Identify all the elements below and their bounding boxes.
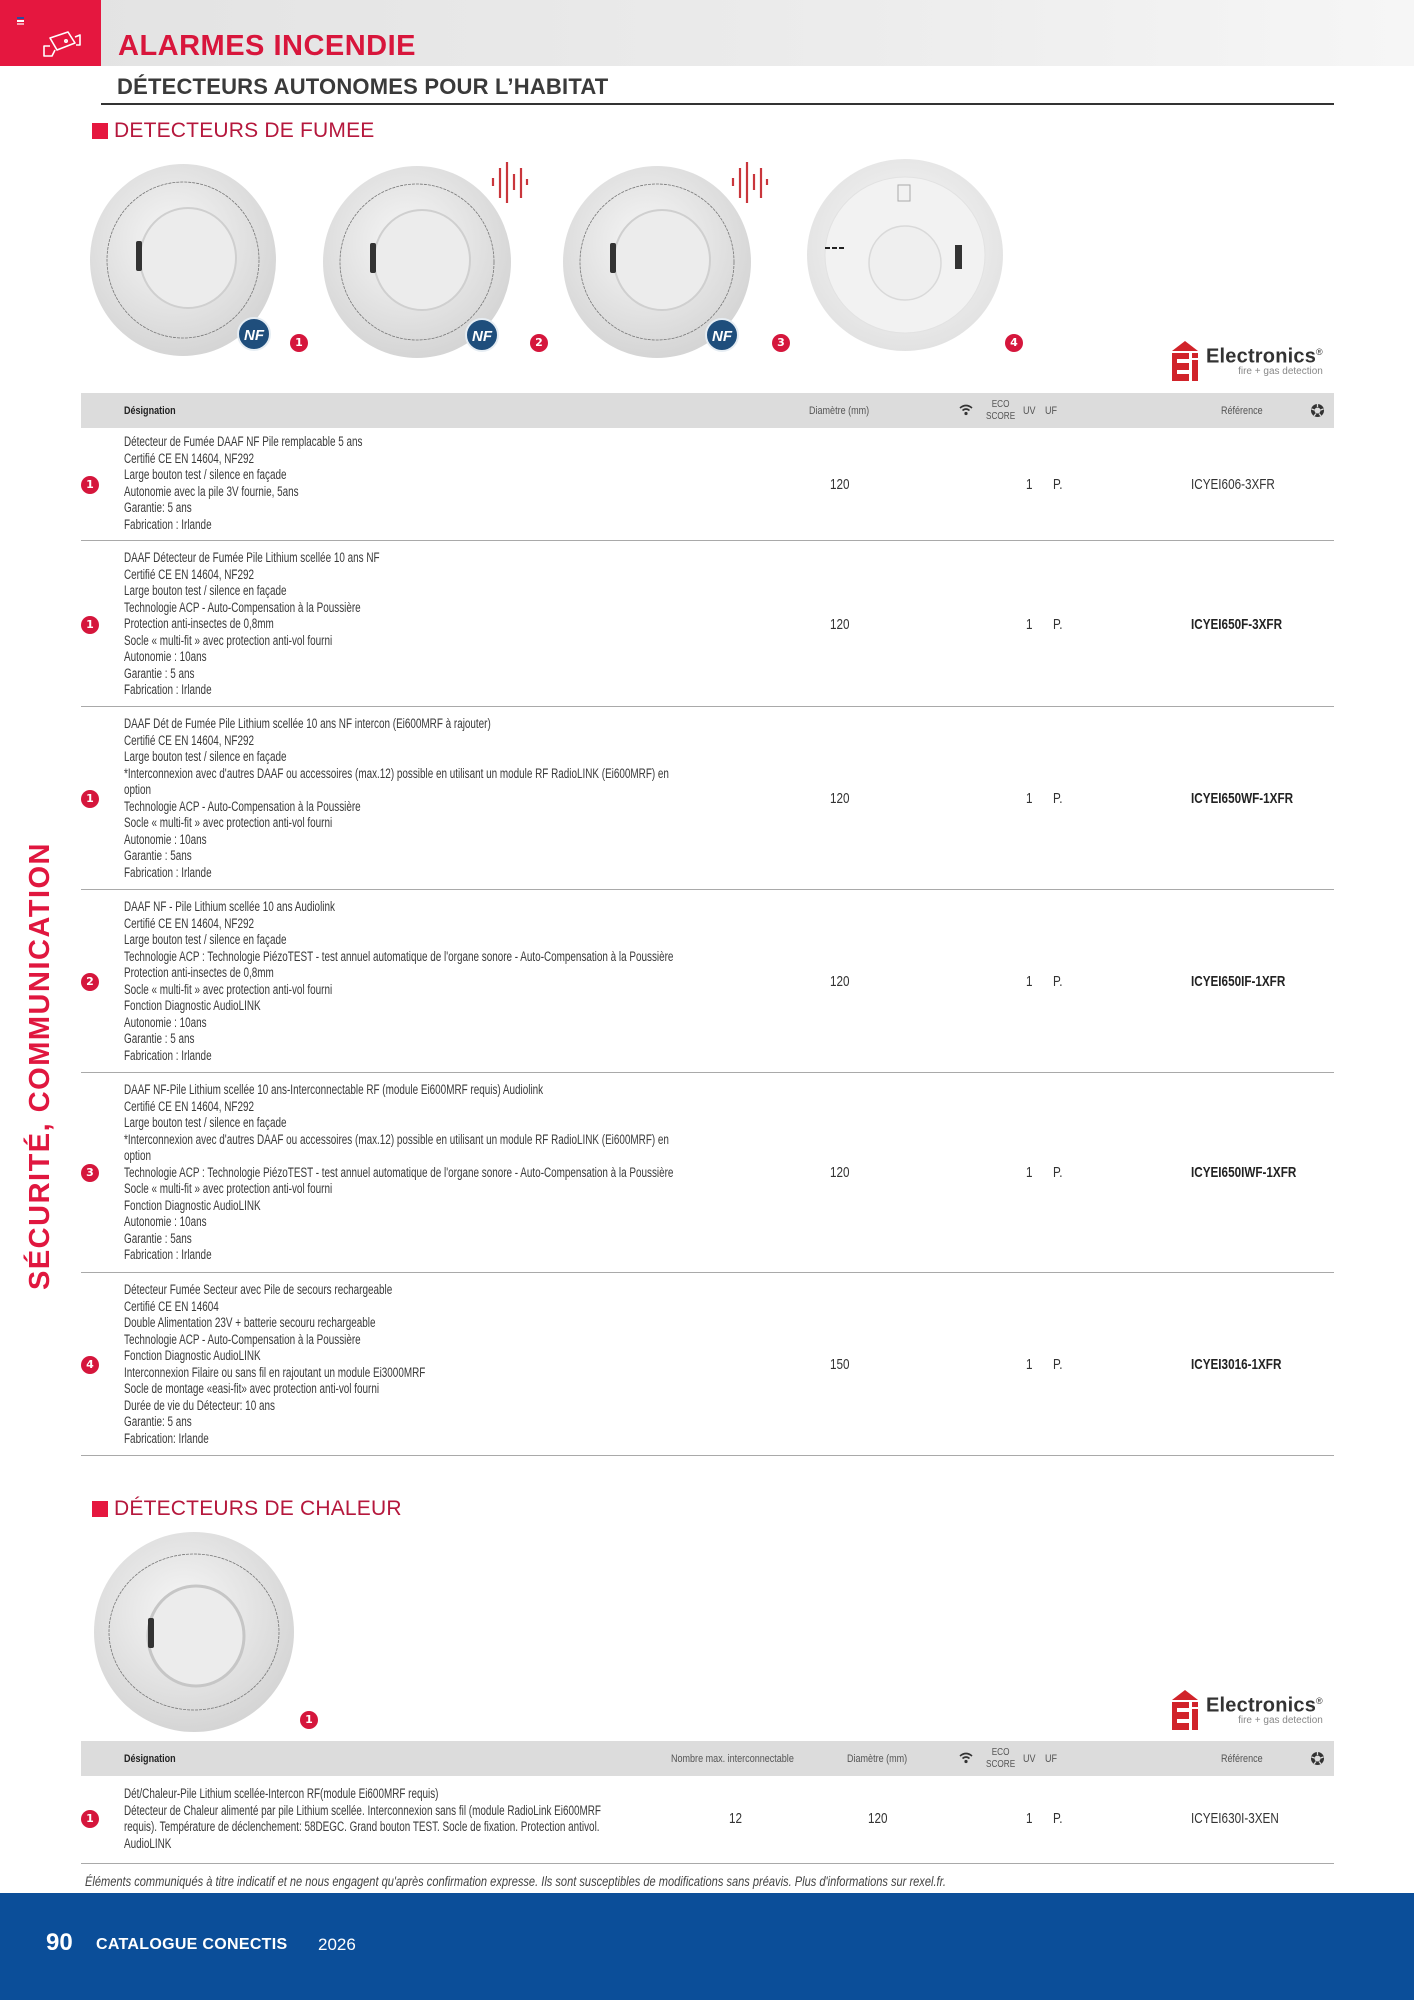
brand-logo <box>1170 1688 1323 1730</box>
catalog-name: CATALOGUE CONECTIS <box>96 1936 288 1953</box>
audio-wave-icon <box>490 160 530 205</box>
section-title-heat <box>92 1497 402 1521</box>
product-badge: 3 <box>772 334 790 352</box>
row-designation: DAAF NF - Pile Lithium scellée 10 ans Audiolink Certifié CE EN 14604, NF292 Large bouton test / silence en façade Technologie ACP : Technologie PiézoTEST - test annuel automatique de l'organe sonore - Auto-Compensation à la Poussière Protection anti-insectes de 0,8mm Socle « multi-fit » avec protection anti-vol fourni Fonction Diagnostic AudioLINK Autonomie : 10ans Garantie : 5 ans Fabrication : Irlande <box>124 899 674 1063</box>
row-uv: 1 <box>1026 1356 1033 1373</box>
col-uv: UV <box>1023 404 1036 417</box>
row-designation: DAAF Dét de Fumée Pile Lithium scellée 10 ans NF intercon (Ei600MRF à rajouter) Certifié CE EN 14604, NF292 Large bouton test / silence en façade *Interconnexion avec d'autres DAAF ou accessoires (max.12) possible en utilisant un module RF RadioLINK (Ei600MRF) en option Technologie ACP - Auto-Compensation à la Poussière Socle « multi-fit » avec protection anti-vol fourni Autonomie : 10ans Garantie : 5ans Fabrication : Irlande <box>124 716 669 880</box>
row-max-interconnectable: 12 <box>729 1810 743 1827</box>
section-title-text: DETECTEURS DE FUMEE <box>114 119 375 142</box>
row-reference[interactable]: ICYEI650WF-1XFR <box>1191 790 1294 807</box>
page-number: 90 <box>46 1929 73 1956</box>
col-uf: UF <box>1045 404 1058 417</box>
product-badge: 4 <box>81 1356 99 1374</box>
catalog-year: 2026 <box>318 1935 356 1954</box>
col-uv: UV <box>1023 1752 1036 1765</box>
section-bullet-icon <box>92 1501 108 1517</box>
product-badge: 2 <box>530 334 548 352</box>
row-designation: Détecteur de Fumée DAAF NF Pile remplacable 5 ans Certifié CE EN 14604, NF292 Large bouton test / silence en façade Autonomie avec la pile 3V fournie, 5ans Garantie: 5 ans Fabrication : Irlande <box>124 434 363 532</box>
nf-certification-icon: NF <box>465 318 499 352</box>
col-eco-score: ECO SCORE <box>986 398 1016 422</box>
table-row <box>81 708 1334 890</box>
product-image-heat-1 <box>92 1530 296 1735</box>
category-tab <box>0 0 101 66</box>
row-uv: 1 <box>1026 1164 1033 1181</box>
table-row <box>81 891 1334 1073</box>
wifi-icon <box>959 404 973 416</box>
row-designation: Dét/Chaleur-Pile Lithium scellée-Intercon RF(module Ei600MRF requis) Détecteur de Chaleur alimenté par pile Lithium scellée. Interconnexion sans fil (module RadioLink Ei600MRF requis). Température de déclenchement: 58DEGC. Grand bouton TEST. Socle de fixation. Protection antivol. AudioLINK <box>124 1786 601 1851</box>
ei-logo-icon <box>1170 339 1200 381</box>
col-reference: Référence <box>1221 1752 1263 1765</box>
side-chapter-label: SÉCURITÉ, COMMUNICATION <box>24 841 56 1290</box>
product-badge: 1 <box>300 1711 318 1729</box>
page-subtitle: DÉTECTEURS AUTONOMES POUR L’HABITAT <box>117 74 609 99</box>
product-image-smoke-4 <box>805 155 1005 355</box>
table-row <box>81 1074 1334 1273</box>
recycle-icon <box>1310 1751 1325 1766</box>
french-flag-icon <box>17 17 24 25</box>
col-reference: Référence <box>1221 404 1263 417</box>
row-diametre: 120 <box>830 1164 850 1181</box>
row-diametre: 150 <box>830 1356 850 1373</box>
table-row <box>81 542 1334 707</box>
col-diametre: Diamètre (mm) <box>809 404 870 417</box>
page-footer <box>0 1893 1414 2000</box>
row-designation: DAAF Détecteur de Fumée Pile Lithium scellée 10 ans NF Certifié CE EN 14604, NF292 Large bouton test / silence en façade Technologie ACP - Auto-Compensation à la Poussière Protection anti-insectes de 0,8mm Socle « multi-fit » avec protection anti-vol fourni Autonomie : 10ans Garantie : 5 ans Fabrication : Irlande <box>124 550 380 697</box>
col-max-interconnectable: Nombre max. interconnectable <box>671 1752 794 1765</box>
col-designation: Désignation <box>124 404 176 417</box>
row-uv: 1 <box>1026 616 1033 633</box>
product-badge: 1 <box>81 1810 99 1828</box>
product-badge: 1 <box>81 476 99 494</box>
product-badge: 1 <box>81 790 99 808</box>
row-uf: P. <box>1053 973 1063 990</box>
product-badge: 4 <box>1005 334 1023 352</box>
table-header <box>81 1741 1334 1776</box>
row-reference[interactable]: ICYEI650F-3XFR <box>1191 616 1283 633</box>
product-badge: 3 <box>81 1164 99 1182</box>
brand-logo <box>1170 339 1323 381</box>
nf-certification-icon: NF <box>705 318 739 352</box>
row-uf: P. <box>1053 790 1063 807</box>
row-uf: P. <box>1053 1810 1063 1827</box>
row-uv: 1 <box>1026 1810 1033 1827</box>
table-row <box>81 1274 1334 1456</box>
row-designation: Détecteur Fumée Secteur avec Pile de secours rechargeable Certifié CE EN 14604 Double Alimentation 23V + batterie secouru rechargeable Technologie ACP - Auto-Compensation à la Poussière Fonction Diagnostic AudioLINK Interconnexion Filaire ou sans fil en rajoutant un module Ei3000MRF Socle de montage «easi-fit» avec protection anti-vol fourni Durée de vie du Détecteur: 10 ans Garantie: 5 ans Fabrication: Irlande <box>124 1282 426 1446</box>
recycle-icon <box>1310 403 1325 418</box>
col-eco-score: ECO SCORE <box>986 1746 1016 1770</box>
row-reference[interactable]: ICYEI650IF-1XFR <box>1191 973 1286 990</box>
product-badge: 1 <box>290 334 308 352</box>
table-header <box>81 393 1334 428</box>
product-badge: 2 <box>81 973 99 991</box>
row-diametre: 120 <box>830 476 850 493</box>
category-title: ALARMES INCENDIE <box>118 30 417 62</box>
section-title-text: DÉTECTEURS DE CHALEUR <box>114 1497 402 1520</box>
row-diametre: 120 <box>868 1810 888 1827</box>
smoke-detector-table <box>81 393 1334 1457</box>
brand-tagline: fire + gas detection <box>1238 366 1323 378</box>
row-reference[interactable]: ICYEI650IWF-1XFR <box>1191 1164 1297 1181</box>
row-diametre: 120 <box>830 790 850 807</box>
col-designation: Désignation <box>124 1752 176 1765</box>
row-reference[interactable]: ICYEI606-3XFR <box>1191 476 1275 493</box>
row-reference[interactable]: ICYEI630I-3XEN <box>1191 1810 1279 1827</box>
row-uf: P. <box>1053 476 1063 493</box>
nf-certification-icon: NF <box>237 317 271 351</box>
brand-name: Electronics® <box>1206 345 1323 368</box>
wifi-icon <box>959 1752 973 1764</box>
row-uf: P. <box>1053 1356 1063 1373</box>
row-uf: P. <box>1053 1164 1063 1181</box>
brand-tagline: fire + gas detection <box>1238 1715 1323 1727</box>
brand-name: Electronics® <box>1206 1694 1323 1717</box>
product-badge: 1 <box>81 616 99 634</box>
row-reference[interactable]: ICYEI3016-1XFR <box>1191 1356 1282 1373</box>
table-row <box>81 428 1334 541</box>
col-diametre: Diamètre (mm) <box>847 1752 908 1765</box>
ei-logo-icon <box>1170 1688 1200 1730</box>
table-row <box>81 1776 1334 1864</box>
row-uv: 1 <box>1026 973 1033 990</box>
section-title-smoke <box>92 119 375 143</box>
row-uf: P. <box>1053 616 1063 633</box>
disclaimer-footnote: Éléments communiqués à titre indicatif et ne nous engagent qu'après confirmation expresse. Ils sont susceptibles de modifications sans préavis. Plus d'informations sur rexel.fr. <box>85 1874 946 1889</box>
row-diametre: 120 <box>830 616 850 633</box>
row-uv: 1 <box>1026 790 1033 807</box>
row-designation: DAAF NF-Pile Lithium scellée 10 ans-Interconnectable RF (module Ei600MRF requis) Audiolink Certifié CE EN 14604, NF292 Large bouton test / silence en façade *Interconnexion avec d'autres DAAF ou accessoires (max.12) possible en utilisant un module RF RadioLINK (Ei600MRF) en option Technologie ACP : Technologie PiézoTEST - test annuel automatique de l'organe sonore - Auto-Compensation à la Poussière Socle « multi-fit » avec protection anti-vol fourni Fonction Diagnostic AudioLINK Autonomie : 10ans Garantie : 5ans Fabrication : Irlande <box>124 1082 674 1262</box>
security-camera-icon <box>42 28 82 60</box>
audio-wave-icon <box>730 160 770 205</box>
section-bullet-icon <box>92 123 108 139</box>
row-uv: 1 <box>1026 476 1033 493</box>
row-diametre: 120 <box>830 973 850 990</box>
col-uf: UF <box>1045 1752 1058 1765</box>
title-divider <box>101 103 1334 105</box>
heat-detector-table <box>81 1741 1334 1865</box>
